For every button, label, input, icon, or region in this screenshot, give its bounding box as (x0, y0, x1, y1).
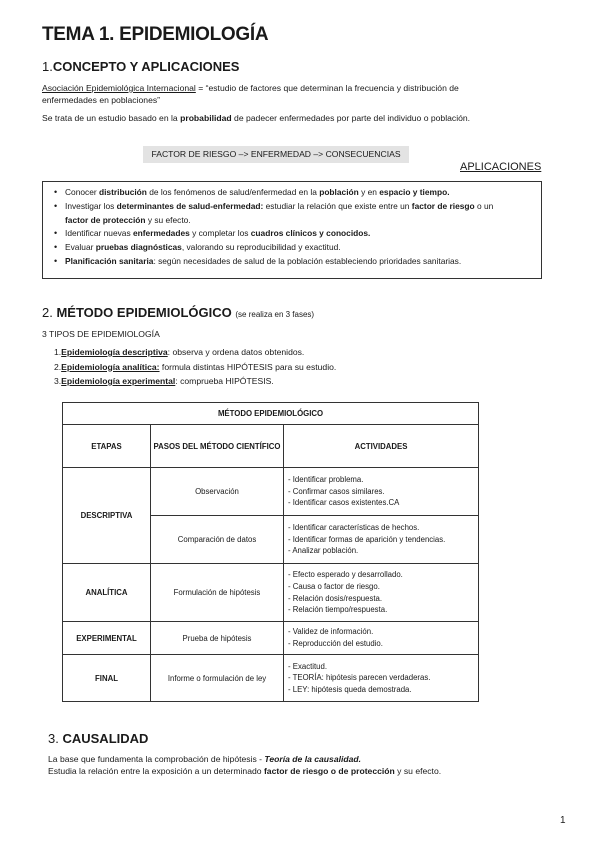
definition-text: = “estudio de factores que determinan la frecuencia y distribución de (195, 83, 459, 93)
header-activities: ACTIVIDADES (284, 425, 479, 468)
step-observation: Observación (151, 468, 284, 516)
app2-text: Investigar los (65, 200, 117, 211)
activity-item: - Analizar población. (288, 546, 359, 556)
applications-list (53, 186, 533, 269)
activity-item: - Reproducción del estudio. (288, 639, 383, 648)
table-row (63, 564, 479, 622)
section-1-title: CONCEPTO Y APLICACIONES (52, 59, 240, 74)
method-table (62, 402, 479, 702)
stage-analytic: ANALÍTICA (63, 564, 151, 622)
app1-bold: distribución (98, 187, 147, 197)
activity-item: - Identificar problema. (288, 475, 364, 485)
section-2-heading (42, 305, 314, 320)
document-title: TEMA 1. EPIDEMIOLOGÍA (42, 24, 269, 45)
application-item (65, 186, 533, 200)
activity-item: - Relación tiempo/respuesta. (288, 605, 388, 615)
app4-text: Evaluar (65, 242, 96, 253)
activities-observation (284, 468, 479, 516)
probability-text-a: Se trata de un estudio basado en la (42, 113, 181, 123)
app1-bold-2: población (319, 187, 359, 197)
section-1-number: 1. (42, 59, 53, 74)
activities-analytic (284, 564, 479, 622)
app2-bold-3: factor de protección (65, 214, 146, 225)
type-desc: formula distintas HIPÓTESIS para su estudio. (159, 361, 337, 372)
probability-text-c: de padecer enfermedades por parte del individuo o población. (231, 113, 471, 123)
activity-item: - Causa o factor de riesgo. (288, 581, 380, 591)
type-item (54, 345, 336, 360)
section-2-note: (se realiza en 3 fases) (235, 310, 315, 319)
app5-text: : según necesidades de salud de la población estableciendo prioridades sanitarias. (153, 255, 462, 266)
app3-text: Identificar nuevas (65, 228, 133, 239)
app3-text-2: y completar los (189, 228, 251, 239)
type-item (54, 374, 336, 389)
app2-text-4: y su efecto. (145, 214, 191, 225)
causality-factor: factor de riesgo o de protección (263, 766, 395, 776)
type-desc: : comprueba HIPÓTESIS. (175, 376, 274, 386)
applications-box (42, 181, 542, 279)
app3-bold: enfermedades (132, 228, 190, 239)
section-2-title: MÉTODO EPIDEMIOLÓGICO (56, 305, 232, 320)
app1-text-2: de los fenómenos de salud/enfermedad en la (146, 187, 320, 197)
causality-text-a: La base que fundamenta la comprobación de hipótesis - (48, 754, 265, 764)
app1-bold-3: espacio y tiempo. (379, 187, 450, 197)
definition-organization: Asociación Epidemiológica Internacional (42, 83, 196, 93)
step-test: Prueba de hipótesis (151, 622, 284, 655)
types-label: 3 TIPOS DE EPIDEMIOLOGÍA (42, 329, 160, 339)
application-item (65, 227, 533, 241)
type-number: 3. (54, 376, 62, 386)
activities-final (284, 655, 479, 702)
table-row (63, 655, 479, 702)
risk-chain-box: FACTOR DE RIESGO –> ENFERMEDAD –> CONSECUENCIAS (143, 146, 409, 163)
activity-item: - Confirmar casos similares. (288, 486, 385, 496)
application-item (65, 241, 533, 255)
app4-text-2: , valorando su reproducibilidad y exactitud. (181, 242, 341, 253)
app2-text-3: o un (474, 200, 494, 211)
section-3-heading (48, 731, 148, 746)
definition-text-2: enfermedades en poblaciones” (42, 95, 161, 105)
section-1-heading (42, 59, 239, 74)
activity-item: - Identificar casos existentes.CA (288, 498, 400, 508)
app2-bold-2: factor de riesgo (411, 200, 475, 211)
type-name: Epidemiología descriptiva (61, 347, 168, 357)
causality-theory: Teoría de la causalidad. (264, 754, 362, 764)
step-comparison: Comparación de datos (151, 516, 284, 564)
app5-bold: Planificación sanitaria (65, 255, 154, 266)
probability-bold: probabilidad (180, 113, 232, 123)
section-3-title: CAUSALIDAD (62, 731, 149, 746)
app1-text-3: y en (358, 187, 380, 197)
application-item (65, 200, 533, 228)
activity-item: - Identificar formas de aparición y tendencias. (288, 534, 446, 544)
causality-paragraph (48, 753, 568, 777)
type-number: 2. (54, 361, 62, 372)
header-stages: ETAPAS (63, 425, 151, 468)
definition-paragraph (42, 82, 542, 106)
page-number: 1 (560, 815, 566, 826)
section-3-number: 3. (48, 731, 59, 746)
activity-item: - Relación dosis/respuesta. (288, 593, 383, 603)
table-row (63, 622, 479, 655)
activity-item: - Efecto esperado y desarrollado. (288, 570, 403, 580)
type-item (54, 360, 336, 375)
applications-label: APLICACIONES (460, 161, 542, 173)
application-item (65, 255, 533, 269)
app1-text: Conocer (65, 187, 99, 197)
app2-text-2: estudiar la relación que existe entre un (263, 200, 412, 211)
causality-text-c: y su efecto. (394, 766, 442, 776)
stage-final: FINAL (63, 655, 151, 702)
stage-experimental: EXPERIMENTAL (63, 622, 151, 655)
types-list (54, 345, 336, 389)
causality-text-b: Estudia la relación entre la exposición a un determinado (48, 766, 264, 776)
app3-bold-2: cuadros clínicos y conocidos. (250, 228, 371, 239)
activity-item: - LEY: hipótesis queda demostrada. (288, 684, 412, 694)
activity-item: - Identificar características de hechos. (288, 523, 420, 533)
type-name: Epidemiología analítica: (61, 361, 160, 372)
activities-experimental (284, 622, 479, 655)
app2-bold: determinantes de salud-enfermedad: (116, 200, 264, 211)
probability-paragraph (42, 112, 562, 124)
type-name: Epidemiología experimental (61, 376, 176, 386)
step-hypothesis: Formulación de hipótesis (151, 564, 284, 622)
activity-item: - TEORÍA: hipótesis parecen verdaderas. (288, 673, 431, 683)
stage-descriptive: DESCRIPTIVA (63, 468, 151, 564)
type-number: 1. (54, 347, 62, 357)
activity-item: - Validez de información. (288, 627, 374, 637)
type-desc: : observa y ordena datos obtenidos. (167, 347, 305, 357)
table-title: MÉTODO EPIDEMIOLÓGICO (63, 403, 479, 425)
activity-item: - Exactitud. (288, 661, 327, 671)
table-row (63, 468, 479, 516)
activities-comparison (284, 516, 479, 564)
app4-bold: pruebas diagnósticas (95, 242, 182, 253)
step-report: Informe o formulación de ley (151, 655, 284, 702)
section-2-number: 2. (42, 305, 53, 320)
header-steps: PASOS DEL MÉTODO CIENTÍFICO (151, 425, 284, 468)
